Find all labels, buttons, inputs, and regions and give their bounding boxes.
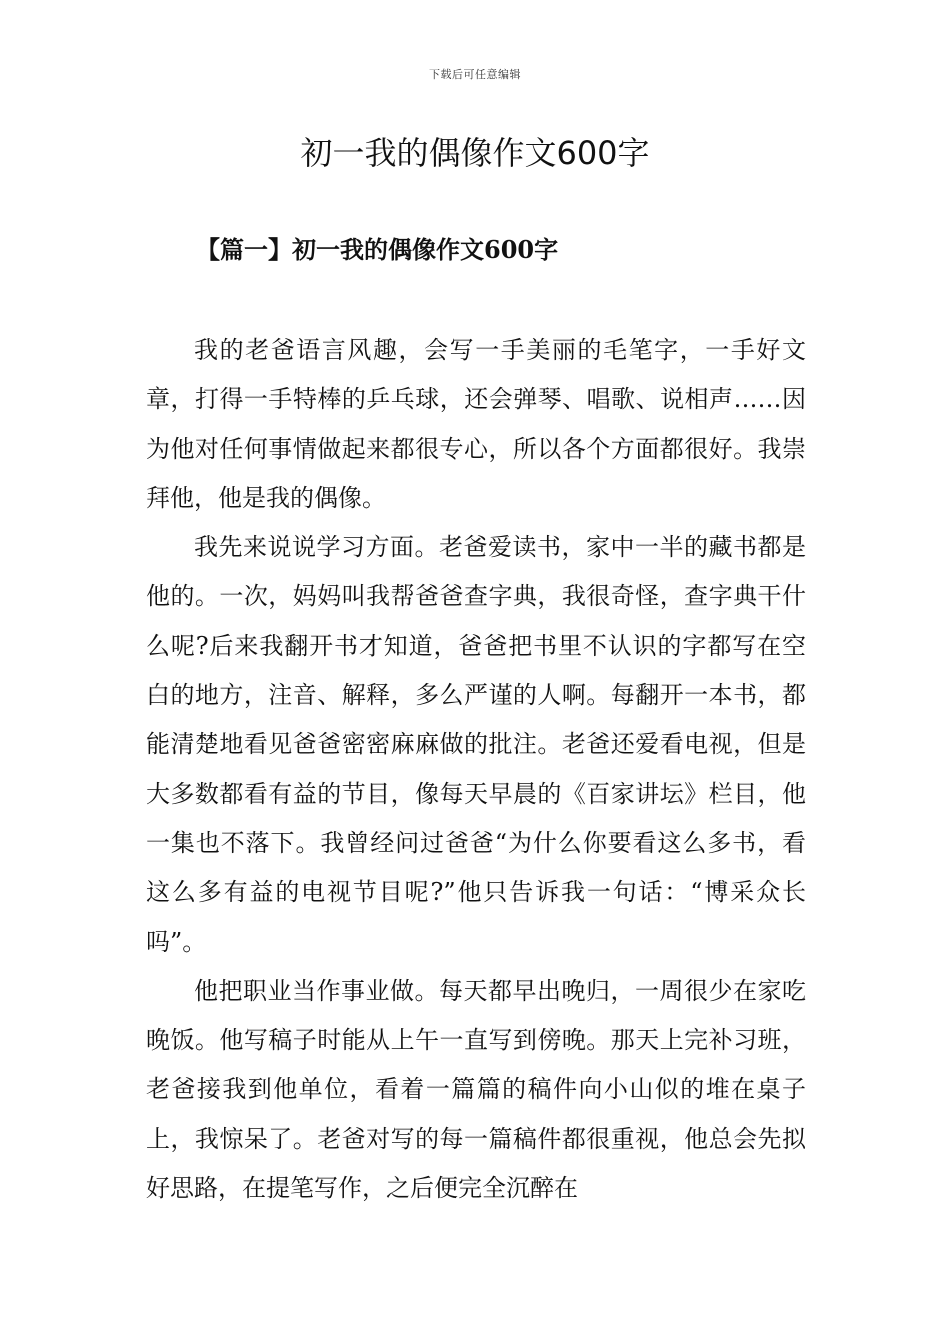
article-body [146, 326, 806, 1213]
paragraph: 我先来说说学习方面。老爸爱读书，家中一半的藏书都是他的。一次，妈妈叫我帮爸爸查字典，我很奇怪，查字典干什么呢?后来我翻开书才知道，爸爸把书里不认识的字都写在空白的地方，注音、解释，多么严谨的人啊。每翻开一本书，都能清楚地看见爸爸密密麻麻做的批注。老爸还爱看电视，但是大多数都看有益的节目，像每天早晨的《百家讲坛》栏目，他一集也不落下。我曾经问过爸爸“为什么你要看这么多书，看这么多有益的电视节目呢?”他只告诉我一句话：“博采众长吗”。 [146, 533, 806, 956]
paragraph: 我的老爸语言风趣，会写一手美丽的毛笔字，一手好文章，打得一手特棒的乒乓球，还会弹琴、唱歌、说相声……因为他对任何事情做起来都很专心，所以各个方面都很好。我崇拜他，他是我的偶像。 [146, 336, 806, 512]
header-note: 下载后可任意编辑 [429, 68, 521, 81]
paragraph: 他把职业当作事业做。每天都早出晚归，一周很少在家吃晚饭。他写稿子时能从上午一直写到傍晚。那天上完补习班，老爸接我到他单位，看着一篇篇的稿件向小山似的堆在桌子上，我惊呆了。老爸对写的每一篇稿件都很重视，他总会先拟好思路，在提笔写作，之后便完全沉醉在 [146, 976, 806, 1203]
section-heading: 【篇一】初一我的偶像作文600字 [196, 235, 559, 264]
page-title: 初一我的偶像作文600字 [300, 134, 650, 172]
